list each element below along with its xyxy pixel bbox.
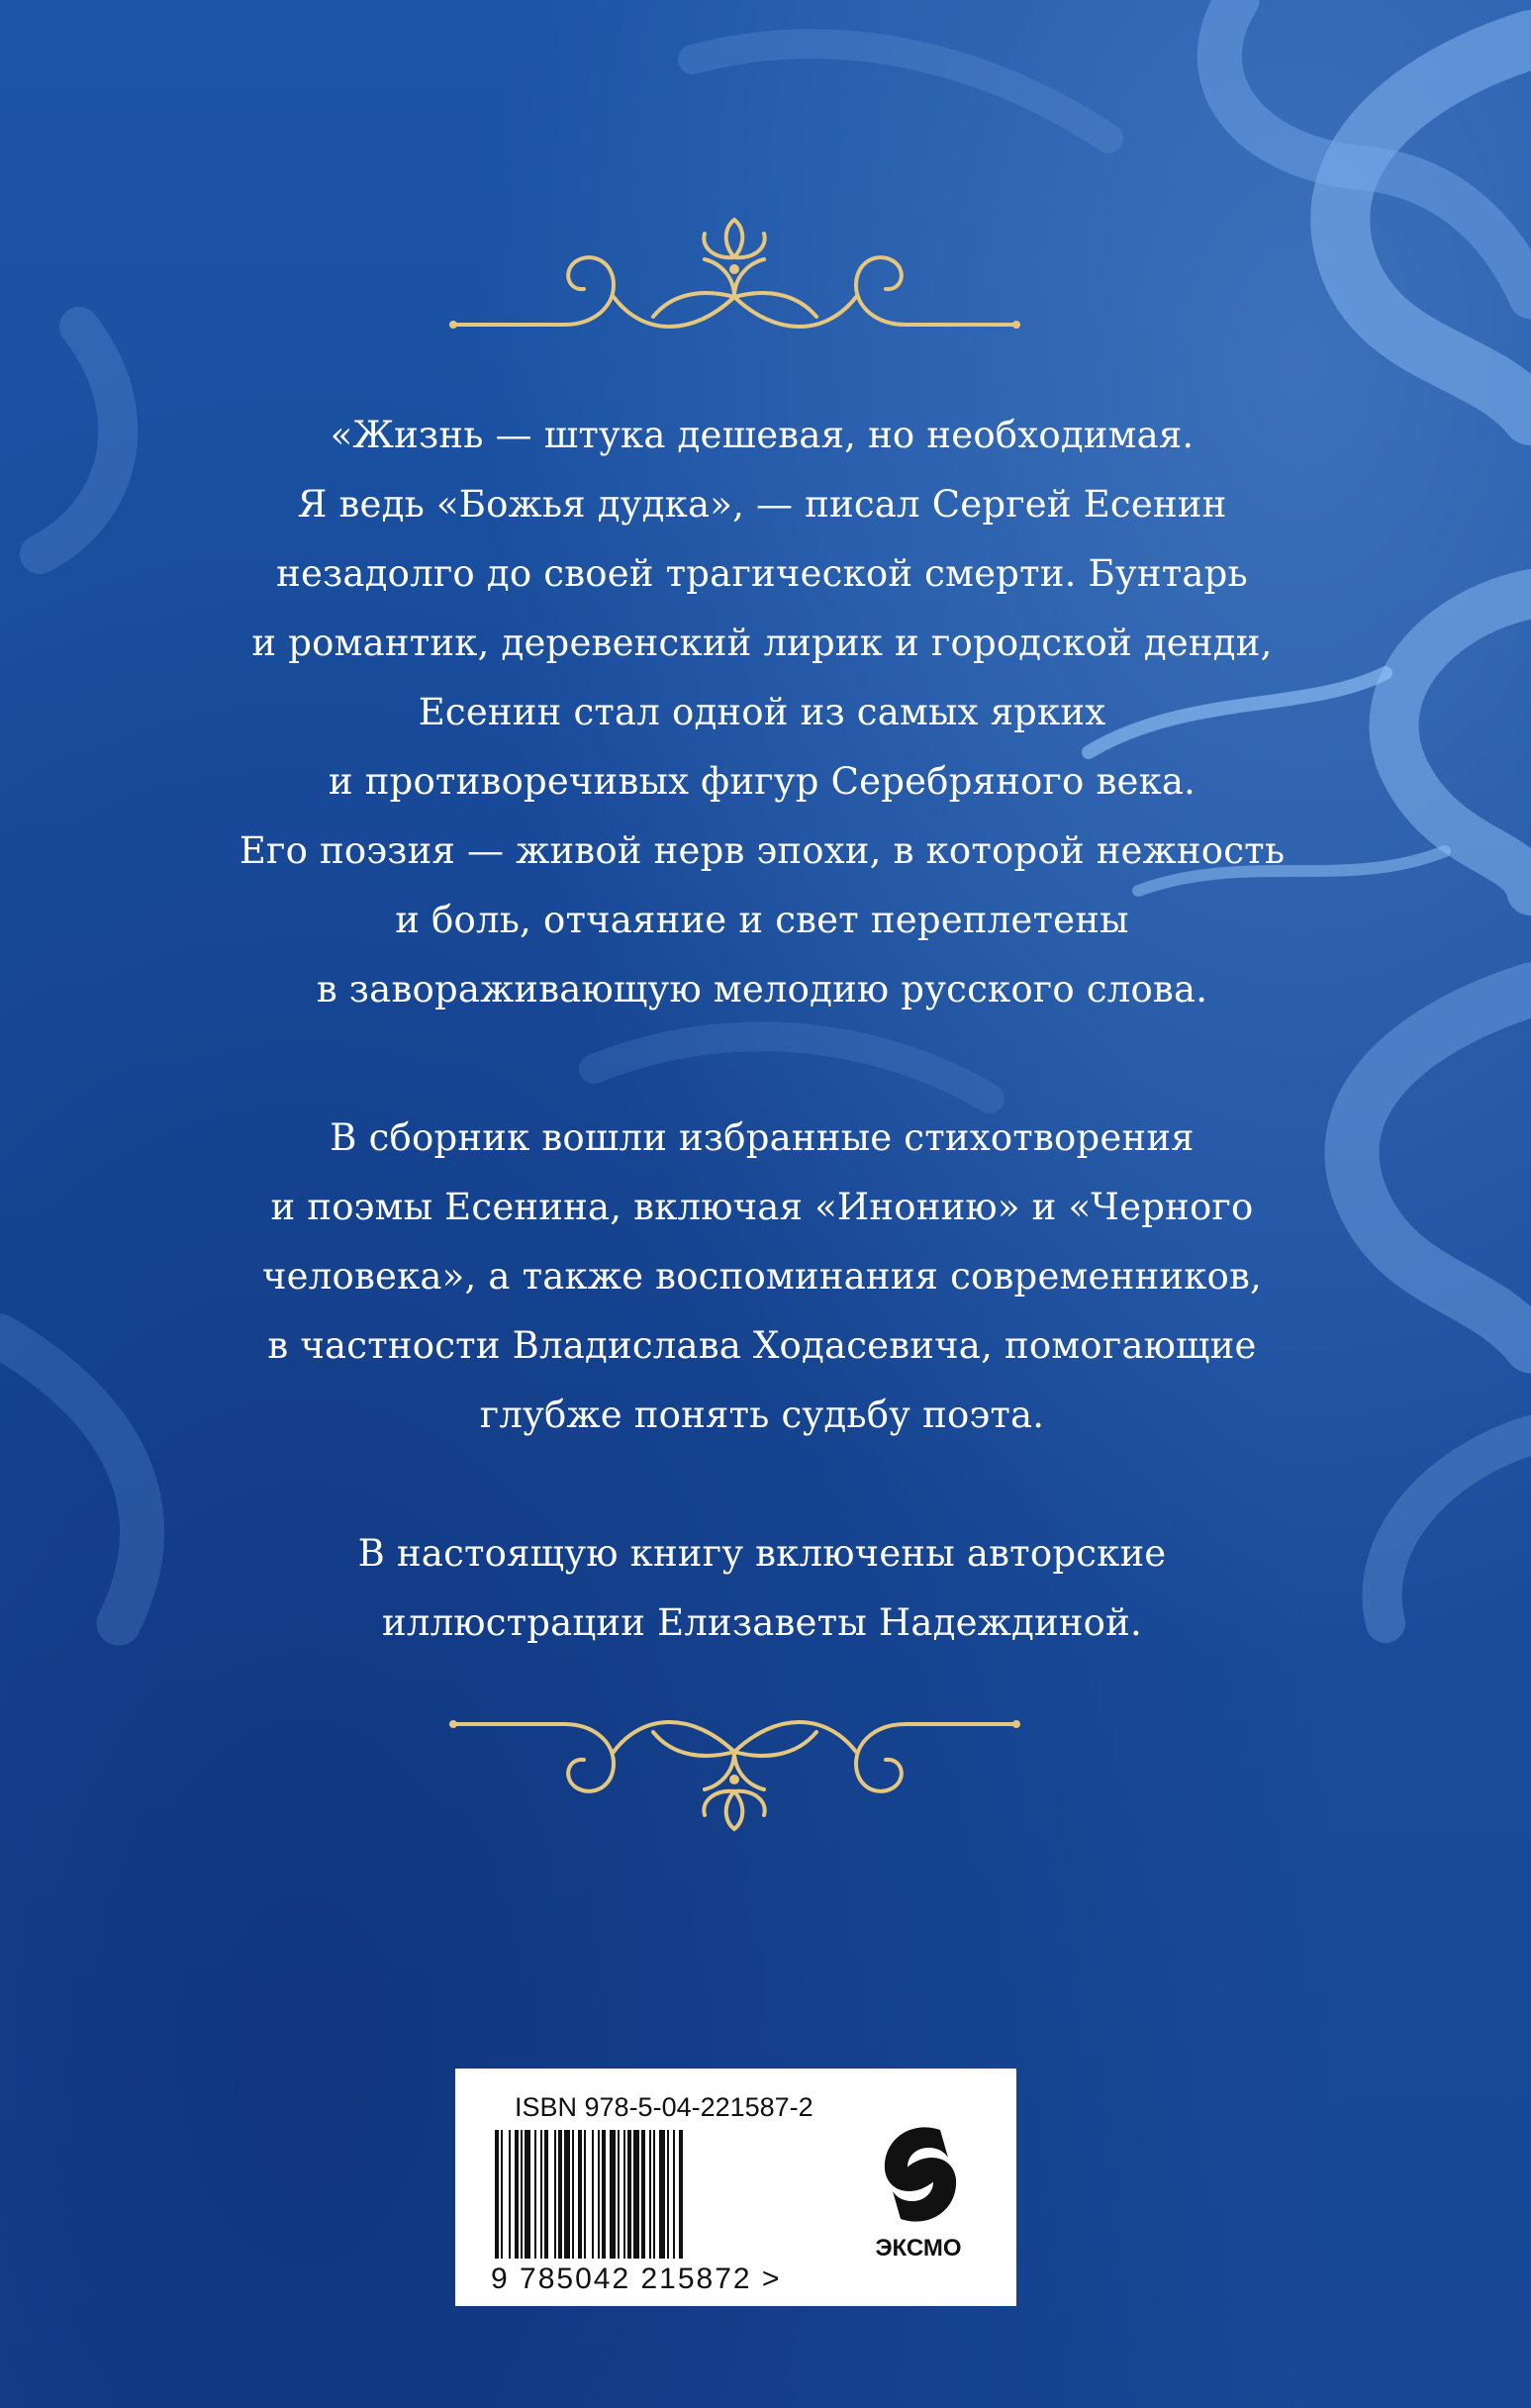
text-line: в частности Владислава Ходасевича, помогающие xyxy=(267,1324,1257,1367)
ornament-bottom xyxy=(445,1692,1024,1851)
description-paragraph-3 xyxy=(119,1519,1405,1658)
text-line: «Жизнь — штука дешевая, но необходимая. xyxy=(330,414,1195,456)
ornament-top xyxy=(445,198,1024,356)
publisher-name: ЭКСМО xyxy=(875,2235,962,2262)
text-line: Его поэзия — живой нерв эпохи, в которой нежность xyxy=(239,829,1286,872)
text-line: Есенин стал одной из самых ярких xyxy=(418,691,1106,733)
text-line: и противоречивых фигур Серебряного века. xyxy=(328,760,1196,803)
text-line: и поэмы Есенина, включая «Инонию» и «Черного xyxy=(270,1186,1254,1228)
barcode-digits: 9 785042 215872 > xyxy=(491,2263,782,2295)
text-line: и боль, отчаяние и свет переплетены xyxy=(395,899,1129,941)
barcode-panel xyxy=(455,2069,1016,2306)
isbn-label: ISBN 978-5-04-221587-2 xyxy=(515,2092,813,2122)
text-line: Я ведь «Божья дудка», — писал Сергей Есенин xyxy=(297,483,1227,526)
text-line: глубже понять судьбу поэта. xyxy=(479,1394,1045,1436)
description-paragraph-2 xyxy=(119,1104,1405,1450)
text-line: и романтик, деревенский лирик и городской денди, xyxy=(251,622,1273,664)
text-line: В настоящую книгу включены авторские xyxy=(357,1532,1167,1575)
text-line: иллюстрации Елизаветы Надеждиной. xyxy=(382,1601,1142,1644)
text-line: в завораживающую мелодию русского слова. xyxy=(316,968,1208,1011)
text-line: незадолго до своей трагической смерти. Бунтарь xyxy=(276,552,1248,595)
eksmo-logo-icon xyxy=(871,2120,970,2229)
description-paragraph-1 xyxy=(119,401,1405,1024)
text-line: человека», а также воспоминания современников, xyxy=(262,1255,1262,1298)
text-line: В сборник вошли избранные стихотворения xyxy=(330,1116,1195,1159)
barcode-icon xyxy=(491,2130,788,2266)
